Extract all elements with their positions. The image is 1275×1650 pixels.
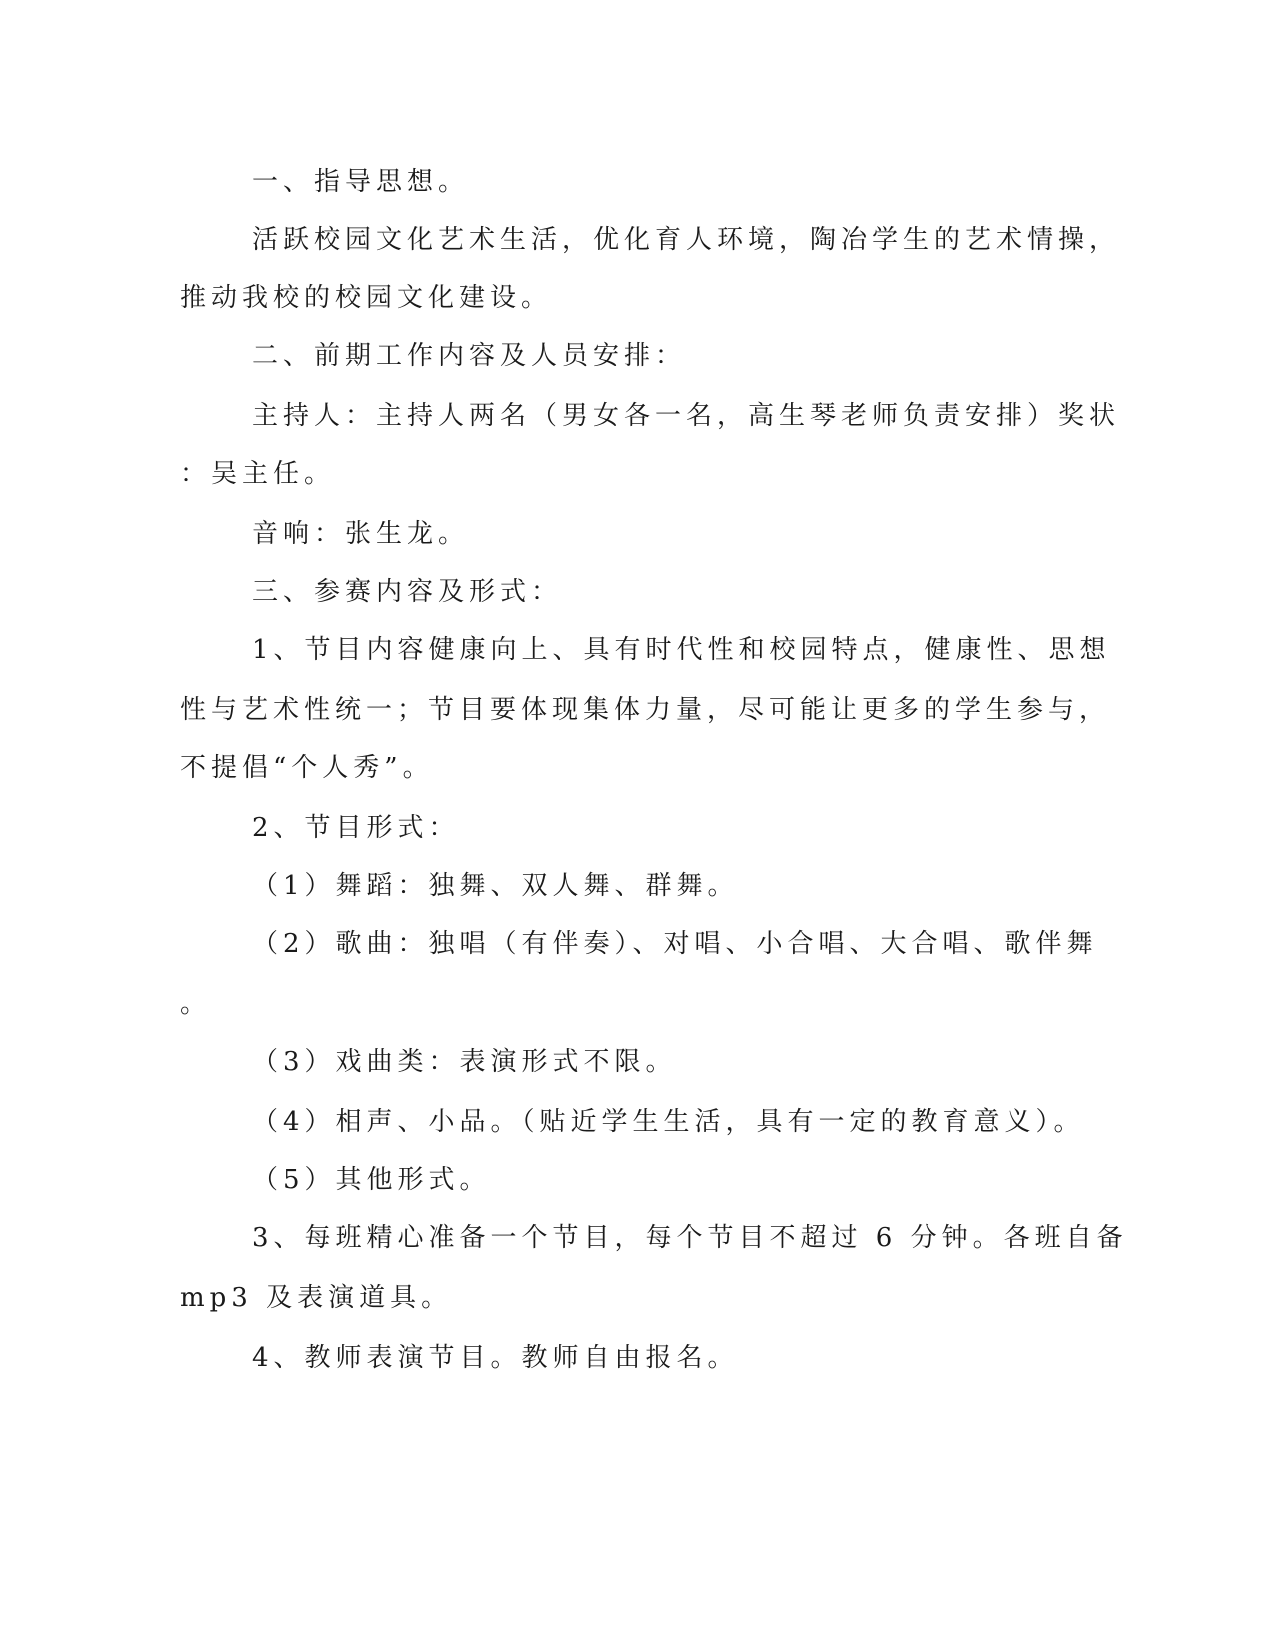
paragraph-line: 不提倡“个人秀”。 (180, 753, 434, 783)
sub-list-item: （1）舞蹈：独舞、双人舞、群舞。 (252, 871, 739, 901)
paragraph-line: 。 (180, 989, 212, 1019)
paragraph-line: 主持人：主持人两名（男女各一名，高生琴老师负责安排）奖状 (252, 401, 1121, 431)
paragraph-line: mp3 及表演道具。 (180, 1283, 453, 1313)
list-item-line: 3、每班精心准备一个节目，每个节目不超过 6 分钟。各班自备 (252, 1223, 1128, 1253)
paragraph-line: 推动我校的校园文化建设。 (180, 283, 553, 313)
list-item-line: 1、节目内容健康向上、具有时代性和校园特点，健康性、思想 (252, 635, 1111, 665)
paragraph-line: 音响：张生龙。 (252, 519, 470, 549)
heading-preliminary-work: 二、前期工作内容及人员安排： (252, 341, 687, 371)
sub-list-item: （4）相声、小品。（贴近学生生活，具有一定的教育意义）。 (252, 1107, 1085, 1137)
heading-contest-content: 三、参赛内容及形式： (252, 577, 563, 607)
list-item-line: 4、教师表演节目。教师自由报名。 (252, 1343, 739, 1373)
paragraph-line: ：吴主任。 (180, 459, 336, 489)
paragraph-line: 性与艺术性统一；节目要体现集体力量，尽可能让更多的学生参与， (180, 695, 1111, 725)
sub-list-item: （5）其他形式。 (252, 1165, 491, 1195)
heading-guiding-thought: 一、指导思想。 (252, 167, 470, 197)
paragraph-line: 活跃校园文化艺术生活，优化育人环境，陶冶学生的艺术情操， (252, 225, 1121, 255)
sub-list-item: （3）戏曲类：表演形式不限。 (252, 1047, 677, 1077)
list-item-line: 2、节目形式： (252, 813, 460, 843)
sub-list-item: （2）歌曲：独唱（有伴奏）、对唱、小合唱、大合唱、歌伴舞 (252, 929, 1098, 959)
